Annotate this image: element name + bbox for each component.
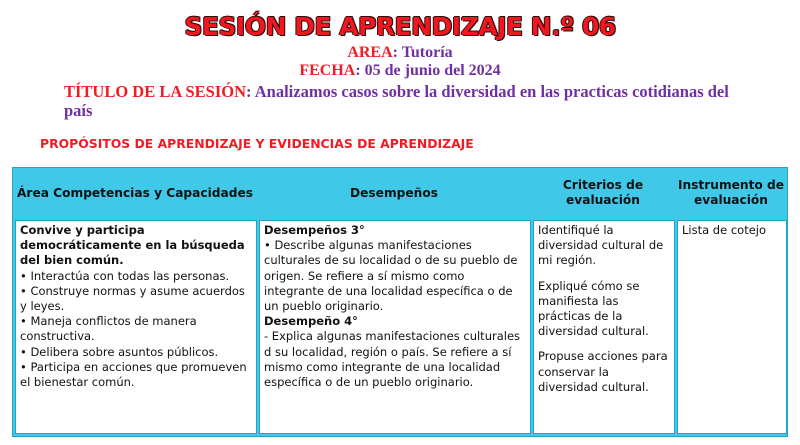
header-desempenos: Desempeños (350, 185, 438, 200)
criterio-item: Propuse acciones para conservar la diversidad cultural. (538, 349, 668, 394)
fecha-line (0, 62, 800, 80)
instrumento-value: Lista de cotejo (682, 223, 767, 237)
capacidad-item: • Participa en acciones que promueven el bienestar común. (20, 359, 247, 390)
instrumento-cell (677, 220, 787, 434)
session-line (64, 82, 744, 120)
capacidad-item: • Delibera sobre asuntos públicos. (20, 344, 219, 359)
session-value: : Analizamos casos sobre la diversidad en las practicas cotidianas del país (64, 82, 729, 120)
desempeno-4-title: Desempeño 4° (264, 314, 358, 329)
header-instrumento: Instrumento de evaluación (677, 178, 785, 207)
purposes-heading: PROPÓSITOS DE APRENDIZAJE Y EVIDENCIAS DE APRENDIZAJE (40, 136, 474, 151)
desempeno-4-text: - Explica algunas manifestaciones culturales d su localidad, región o país. Se refiere a sí mismo como integrante de una localidad específica o de un pueblo originario. (264, 329, 521, 390)
session-label: TÍTULO DE LA SESIÓN (64, 82, 247, 101)
competencia-title: Convive y participa democráticamente en la búsqueda del bien común. (20, 223, 245, 268)
fecha-value: : 05 de junio del 2024 (355, 62, 501, 79)
header-competencias: Área Competencias y Capacidades (17, 185, 253, 200)
header-criterios: Criterios de evaluación (562, 178, 644, 207)
capacidad-item: • Maneja conflictos de manera constructiva. (20, 314, 197, 344)
desempeno-3-title: Desempeños 3° (264, 223, 365, 237)
area-line (0, 44, 800, 62)
criterios-cell (533, 220, 675, 434)
desempeno-3-text: • Describe algunas manifestaciones culturales de su localidad o de su pueblo de origen. Se refiere a sí mismo como integrante de una localidad específica o de un pueblo originario. (264, 238, 518, 314)
fecha-label: FECHA (299, 62, 356, 79)
session-title: SESIÓN DE APRENDIZAJE N.º 06 (184, 12, 616, 41)
capacidad-item: • Construye normas y asume acuerdos y leyes. (20, 283, 245, 314)
area-value: : Tutoría (392, 44, 453, 61)
capacidad-item: • Interactúa con todas las personas. (20, 268, 230, 283)
desempenos-cell (259, 220, 531, 434)
criterio-item: Identifiqué la diversidad cultural de mi región. (538, 223, 664, 268)
area-label: AREA (347, 44, 393, 61)
criterio-item: Expliqué cómo se manifiesta las prácticas de la diversidad cultural. (538, 278, 649, 339)
learning-table (12, 167, 788, 437)
competencias-cell (15, 220, 257, 434)
